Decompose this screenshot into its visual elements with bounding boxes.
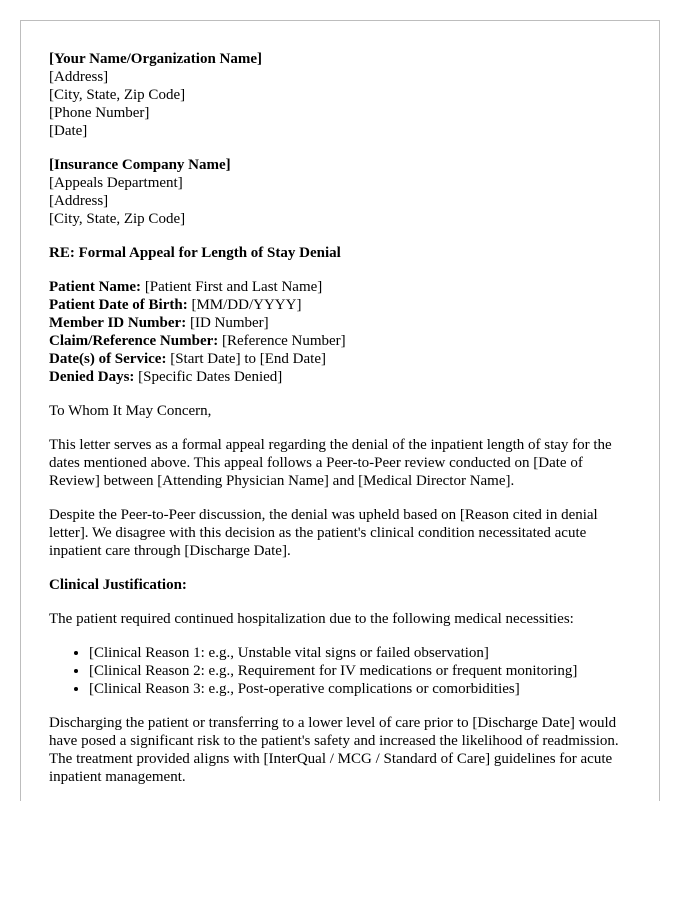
patient-info-value: [Patient First and Last Name] xyxy=(141,279,323,295)
list-item: • [Clinical Reason 2: e.g., Requirement for IV medications or frequent monitoring] xyxy=(89,662,631,680)
patient-info-label: Patient Date of Birth: xyxy=(49,297,188,313)
recipient-department: [Appeals Department] xyxy=(49,175,183,191)
patient-info-value: [Reference Number] xyxy=(218,333,346,349)
patient-info-value: [MM/DD/YYYY] xyxy=(187,297,302,313)
recipient-city-state-zip: [City, State, Zip Code] xyxy=(49,211,186,227)
patient-info-row xyxy=(49,314,631,332)
clinical-heading: Clinical Justification: xyxy=(49,577,187,593)
recipient-address: [Address] xyxy=(49,193,109,209)
patient-info-row xyxy=(49,332,631,350)
patient-info-label: Claim/Reference Number: xyxy=(49,333,219,349)
clinical-reasons-list xyxy=(49,644,631,698)
patient-info-label: Member ID Number: xyxy=(49,315,187,331)
letter-page xyxy=(20,20,660,801)
patient-info-value: [ID Number] xyxy=(186,315,269,331)
patient-info-value: [Specific Dates Denied] xyxy=(134,369,283,385)
subject-line: RE: Formal Appeal for Length of Stay Denial xyxy=(49,245,341,261)
list-item: • [Clinical Reason 3: e.g., Post-operative complications or comorbidities] xyxy=(89,680,631,698)
patient-info-label: Date(s) of Service: xyxy=(49,351,167,367)
list-item: • [Clinical Reason 1: e.g., Unstable vital signs or failed observation] xyxy=(89,644,631,662)
recipient-block xyxy=(49,156,631,228)
body-paragraph-1: This letter serves as a formal appeal regarding the denial of the inpatient length of stay for the dates mentioned above. This appeal follows a Peer-to-Peer review conducted on [Date of Review] between [Attending Physician Name] and [Medical Director Name]. xyxy=(49,437,612,489)
letter-date: [Date] xyxy=(49,123,88,139)
patient-info-row xyxy=(49,296,631,314)
body-paragraph-2: Despite the Peer-to-Peer discussion, the denial was upheld based on [Reason cited in denial letter]. We disagree with this decision as the patient's clinical condition necessitated acute inpatient care through [Discharge Date]. xyxy=(49,507,598,559)
salutation: To Whom It May Concern, xyxy=(49,403,212,419)
patient-info-label: Patient Name: xyxy=(49,279,142,295)
recipient-company: [Insurance Company Name] xyxy=(49,157,231,173)
patient-info-row xyxy=(49,278,631,296)
patient-info-row xyxy=(49,368,631,386)
clinical-intro: The patient required continued hospitalization due to the following medical necessities: xyxy=(49,611,574,627)
sender-city-state-zip: [City, State, Zip Code] xyxy=(49,87,186,103)
patient-info-row xyxy=(49,350,631,368)
clinical-closing-paragraph: Discharging the patient or transferring to a lower level of care prior to [Discharge Date] would have posed a significant risk to the patient's safety and increased the likelihood of readmission. The treatment provided aligns with [InterQual / MCG / Standard of Care] guidelines for acute inpatient management. xyxy=(49,715,619,785)
sender-block xyxy=(49,50,631,140)
patient-info-value: [Start Date] to [End Date] xyxy=(166,351,326,367)
sender-name: [Your Name/Organization Name] xyxy=(49,51,263,67)
patient-info-block xyxy=(49,278,631,386)
patient-info-label: Denied Days: xyxy=(49,369,135,385)
sender-address: [Address] xyxy=(49,69,109,85)
sender-phone: [Phone Number] xyxy=(49,105,150,121)
